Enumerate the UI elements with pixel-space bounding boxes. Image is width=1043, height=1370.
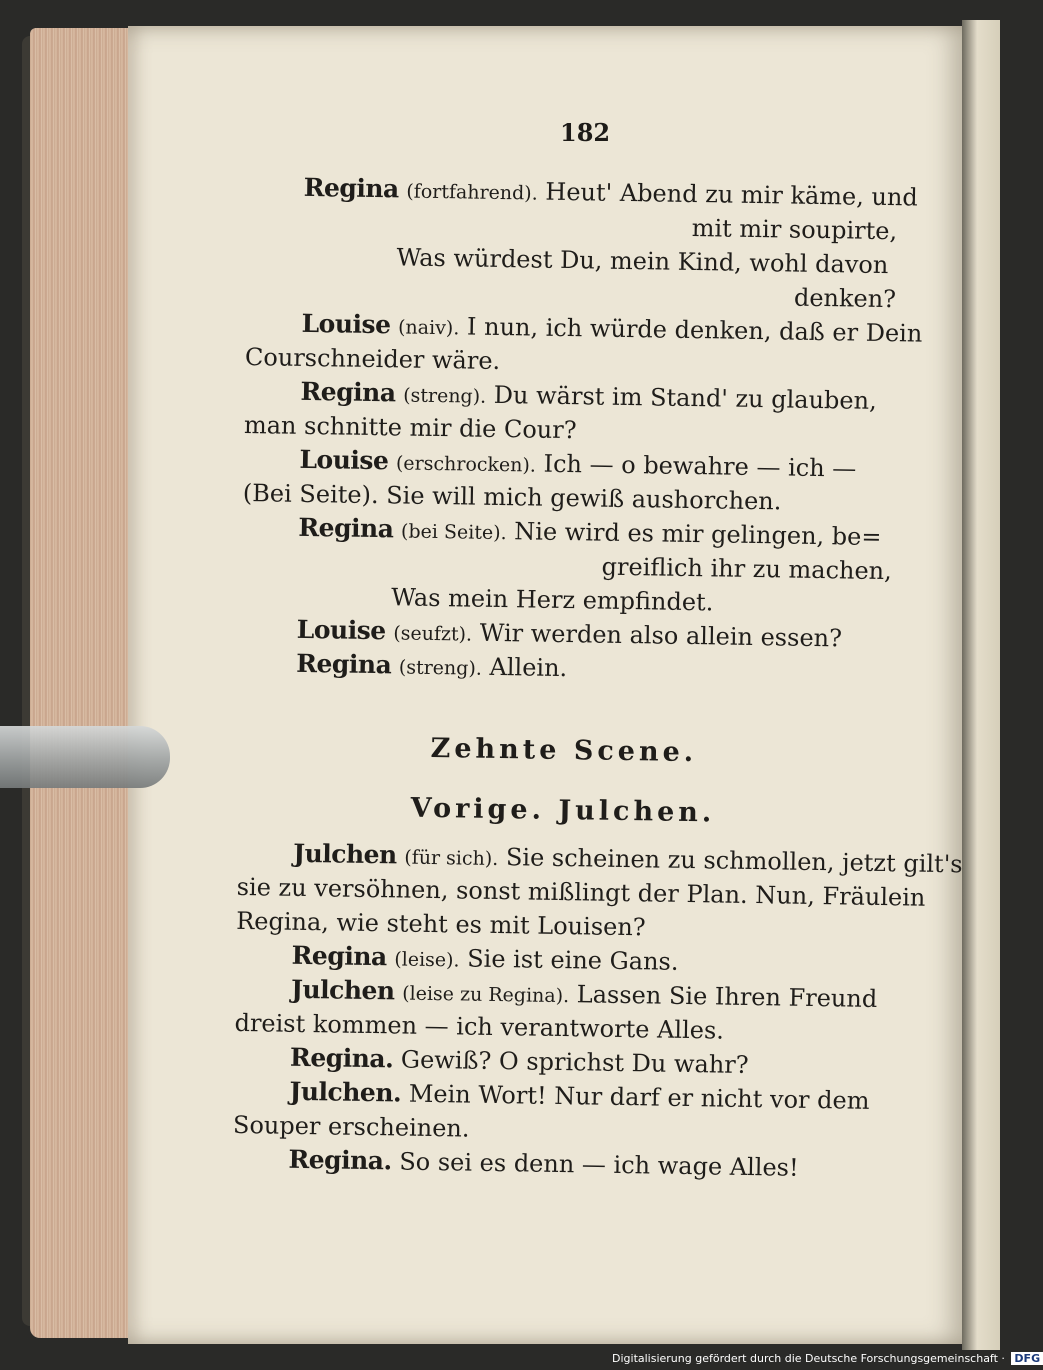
speech-text: Heut' Abend zu mir käme, und [545, 177, 919, 212]
text-line: (Bei Seite). Sie will mich gewiß aushorchen. [242, 478, 782, 516]
speech-text: Wir werden also allein essen? [479, 618, 843, 653]
speech-text: So sei es denn — ich wage Alles! [399, 1147, 799, 1182]
speech-text: Du wärst im Stand' zu glauben, [493, 380, 877, 415]
page-text [232, 170, 963, 1186]
footer-text: Digitalisierung gefördert durch die Deutsche Forschungsgemeinschaft · [612, 1352, 1005, 1365]
facing-page-edge [962, 20, 1000, 1350]
stage-direction: (naiv). [397, 316, 460, 340]
stage-direction: (leise). [394, 948, 460, 972]
text-line: dreist kommen — ich verantworte Alles. [234, 1008, 725, 1045]
speaker-name: Regina [300, 376, 396, 408]
speaker-name: Regina [291, 940, 387, 972]
stage-direction: (streng). [398, 656, 483, 680]
text-line: Was würdest Du, mein Kind, wohl davon [396, 243, 889, 280]
text-line: denken? [793, 283, 897, 314]
text-line: man schnitte mir die Cour? [243, 410, 577, 445]
stage-direction: (seufzt). [393, 622, 473, 646]
speaker-name: Regina [298, 512, 394, 544]
speaker-name: Regina. [289, 1042, 394, 1074]
stage-direction: (bei Seite). [400, 520, 507, 545]
speech-text: Sie ist eine Gans. [467, 944, 679, 976]
text-line: Courschneider wäre. [244, 342, 501, 375]
scene-heading: Vorige. Julchen. [410, 792, 716, 829]
page-number: 182 [560, 118, 611, 147]
text-line: mit mir soupirte, [691, 213, 898, 246]
speech-text: Gewiß? O sprichst Du wahr? [400, 1045, 749, 1079]
stage-direction: (erschrocken). [395, 452, 537, 477]
speaker-name: Julchen [293, 838, 397, 870]
text-line: Souper erscheinen. [232, 1110, 470, 1143]
stage-direction: (fortfahrend). [406, 180, 538, 205]
speech-text: Lassen Sie Ihren Freund [576, 980, 878, 1013]
speaker-name: Julchen [290, 974, 395, 1006]
stage-direction: (leise zu Regina). [402, 982, 570, 1008]
speaker-name: Regina. [288, 1144, 392, 1176]
speech-text: Allein. [489, 652, 568, 683]
speaker-name: Regina [296, 648, 392, 680]
text-line: Was mein Herz empfindet. [391, 583, 714, 617]
speaker-name: Louise [301, 308, 391, 340]
speech-text: Nie wird es mir gelingen, be= [514, 517, 882, 551]
stage-direction: (streng). [402, 384, 487, 408]
text-line: sie zu versöhnen, sonst mißlingt der Plan. Nun, Fräulein [236, 872, 926, 912]
page-holder-clip [0, 726, 170, 788]
text-line: greiflich ihr zu machen, [601, 552, 892, 586]
speaker-name: Julchen. [289, 1076, 402, 1108]
speech-text: Mein Wort! Nur darf er nicht vor dem [408, 1079, 870, 1115]
speech-text: Sie scheinen zu schmollen, jetzt gilt's [505, 843, 963, 879]
speaker-name: Louise [299, 444, 389, 476]
dfg-logo: DFG [1011, 1352, 1043, 1365]
speaker-name: Regina [303, 172, 399, 204]
page-stack-edge [30, 28, 140, 1338]
scene-heading: Zehnte Scene. [430, 732, 698, 769]
speech-text: Ich — o bewahre — ich — [543, 449, 857, 483]
text-line: Regina, wie steht es mit Louisen? [235, 906, 646, 942]
digitization-credit [612, 1352, 1043, 1365]
speaker-name: Louise [296, 614, 386, 646]
stage-direction: (für sich). [404, 846, 499, 871]
speech-text: I nun, ich würde denken, daß er Dein [466, 312, 923, 348]
